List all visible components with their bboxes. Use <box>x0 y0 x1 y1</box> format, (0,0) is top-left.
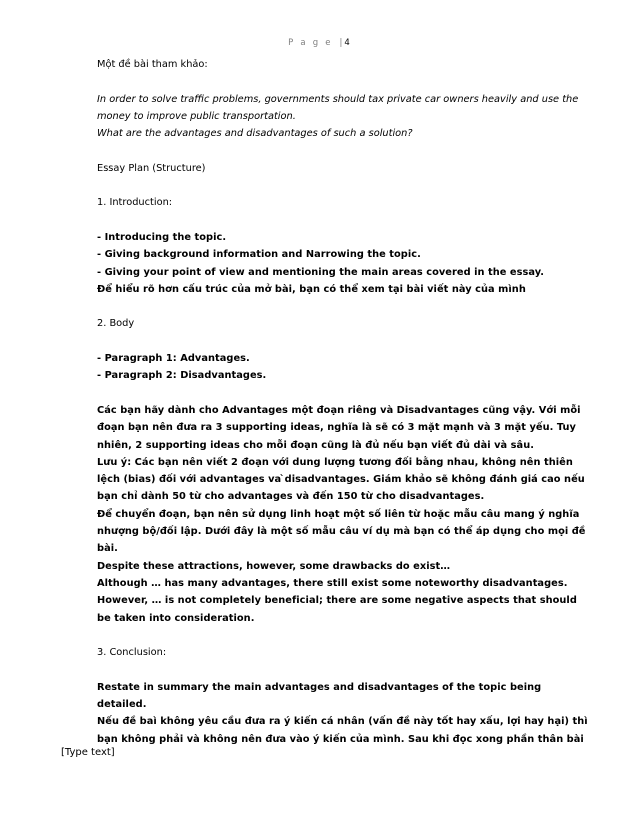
page-header <box>0 38 638 48</box>
conclusion-line: bạn không phải và không nên đưa vào ý kiến của mình. Sau khi đọc xong phần thân bài <box>97 733 584 745</box>
intro-bullet: - Introducing the topic. <box>97 231 227 243</box>
section-heading-conclusion: 3. Conclusion: <box>97 647 167 659</box>
conclusion-line: Restate in summary the main advantages and disadvantages of the topic being <box>97 681 542 693</box>
page-number: 4 <box>344 38 350 48</box>
body-paragraph-line: Lưu ý: Các bạn nên viết 2 đoạn với dung lượng tương đối bằng nhau, không nên thiên <box>97 456 573 468</box>
body-paragraph-line: nhượng bộ/đối lập. Dưới đây là một số mẫu câu ví dụ mà bạn có thể áp dụng cho mọi đề <box>97 526 586 538</box>
body-paragraph-line: Despite these attractions, however, some drawbacks do exist… <box>97 560 451 572</box>
page-separator: | <box>339 38 343 48</box>
section-heading-introduction: 1. Introduction: <box>97 197 173 209</box>
body-paragraph-line: nhiên, 2 supporting ideas cho mỗi đoạn cũng là đủ nếu bạn viết đủ dài và sâu. <box>97 439 534 451</box>
intro-bullet: - Giving background information and Narrowing the topic. <box>97 249 421 261</box>
intro-label: Một đề bài tham khảo: <box>97 59 208 70</box>
body-paragraph-line: be taken into consideration. <box>97 612 255 624</box>
section-heading-body: 2. Body <box>97 318 135 330</box>
body-paragraph-line: đoạn bạn nên đưa ra 3 supporting ideas, nghĩa là sẽ có 3 mặt mạnh và 3 mặt yếu. Tuy <box>97 422 576 434</box>
intro-bullet: - Giving your point of view and mentioning the main areas covered in the essay. <box>97 266 545 278</box>
body-paragraph-line: lệch (bias) đối với advantages va ̀disadvantages. Giám khảo sẽ không đánh giá cao nếu <box>97 474 585 486</box>
page-footer: [Type text] <box>61 747 115 758</box>
body-paragraph-line: Các bạn hãy dành cho Advantages một đoạn riêng và Disadvantages cũng vậy. Với mỗi <box>97 404 581 416</box>
prompt-line: money to improve public transportation. <box>97 110 296 122</box>
prompt-line: In order to solve traffic problems, governments should tax private car owners heavily and use the <box>97 93 579 105</box>
prompt-line: What are the advantages and disadvantages of such a solution? <box>97 128 413 140</box>
page-word: P a g e <box>288 38 333 48</box>
intro-note: Để hiểu rõ hơn cấu trúc của mở bài, bạn có thể xem tại bài viết này của mình <box>97 283 526 295</box>
body-paragraph-line: bài. <box>97 543 118 555</box>
body-bullet: - Paragraph 2: Disadvantages. <box>97 370 267 382</box>
body-bullet: - Paragraph 1: Advantages. <box>97 353 250 365</box>
plan-title: Essay Plan (Structure) <box>97 162 206 174</box>
conclusion-line: Nếu đề baì không yêu cầu đưa ra ý kiến cá nhân (vấn đề này tốt hay xấu, lợi hay hại) thì <box>97 716 588 728</box>
body-paragraph-line: bạn chỉ dành 50 từ cho advantages và đến 150 từ cho disadvantages. <box>97 491 485 503</box>
body-paragraph-line: However, … is not completely beneficial; there are some negative aspects that should <box>97 595 577 607</box>
body-paragraph-line: Although … has many advantages, there still exist some noteworthy disadvantages. <box>97 577 568 589</box>
document-body <box>97 56 588 748</box>
conclusion-line: detailed. <box>97 698 147 710</box>
body-paragraph-line: Để chuyển đoạn, bạn nên sử dụng linh hoạt một số liên từ hoặc mẫu câu mang ý nghĩa <box>97 508 580 520</box>
